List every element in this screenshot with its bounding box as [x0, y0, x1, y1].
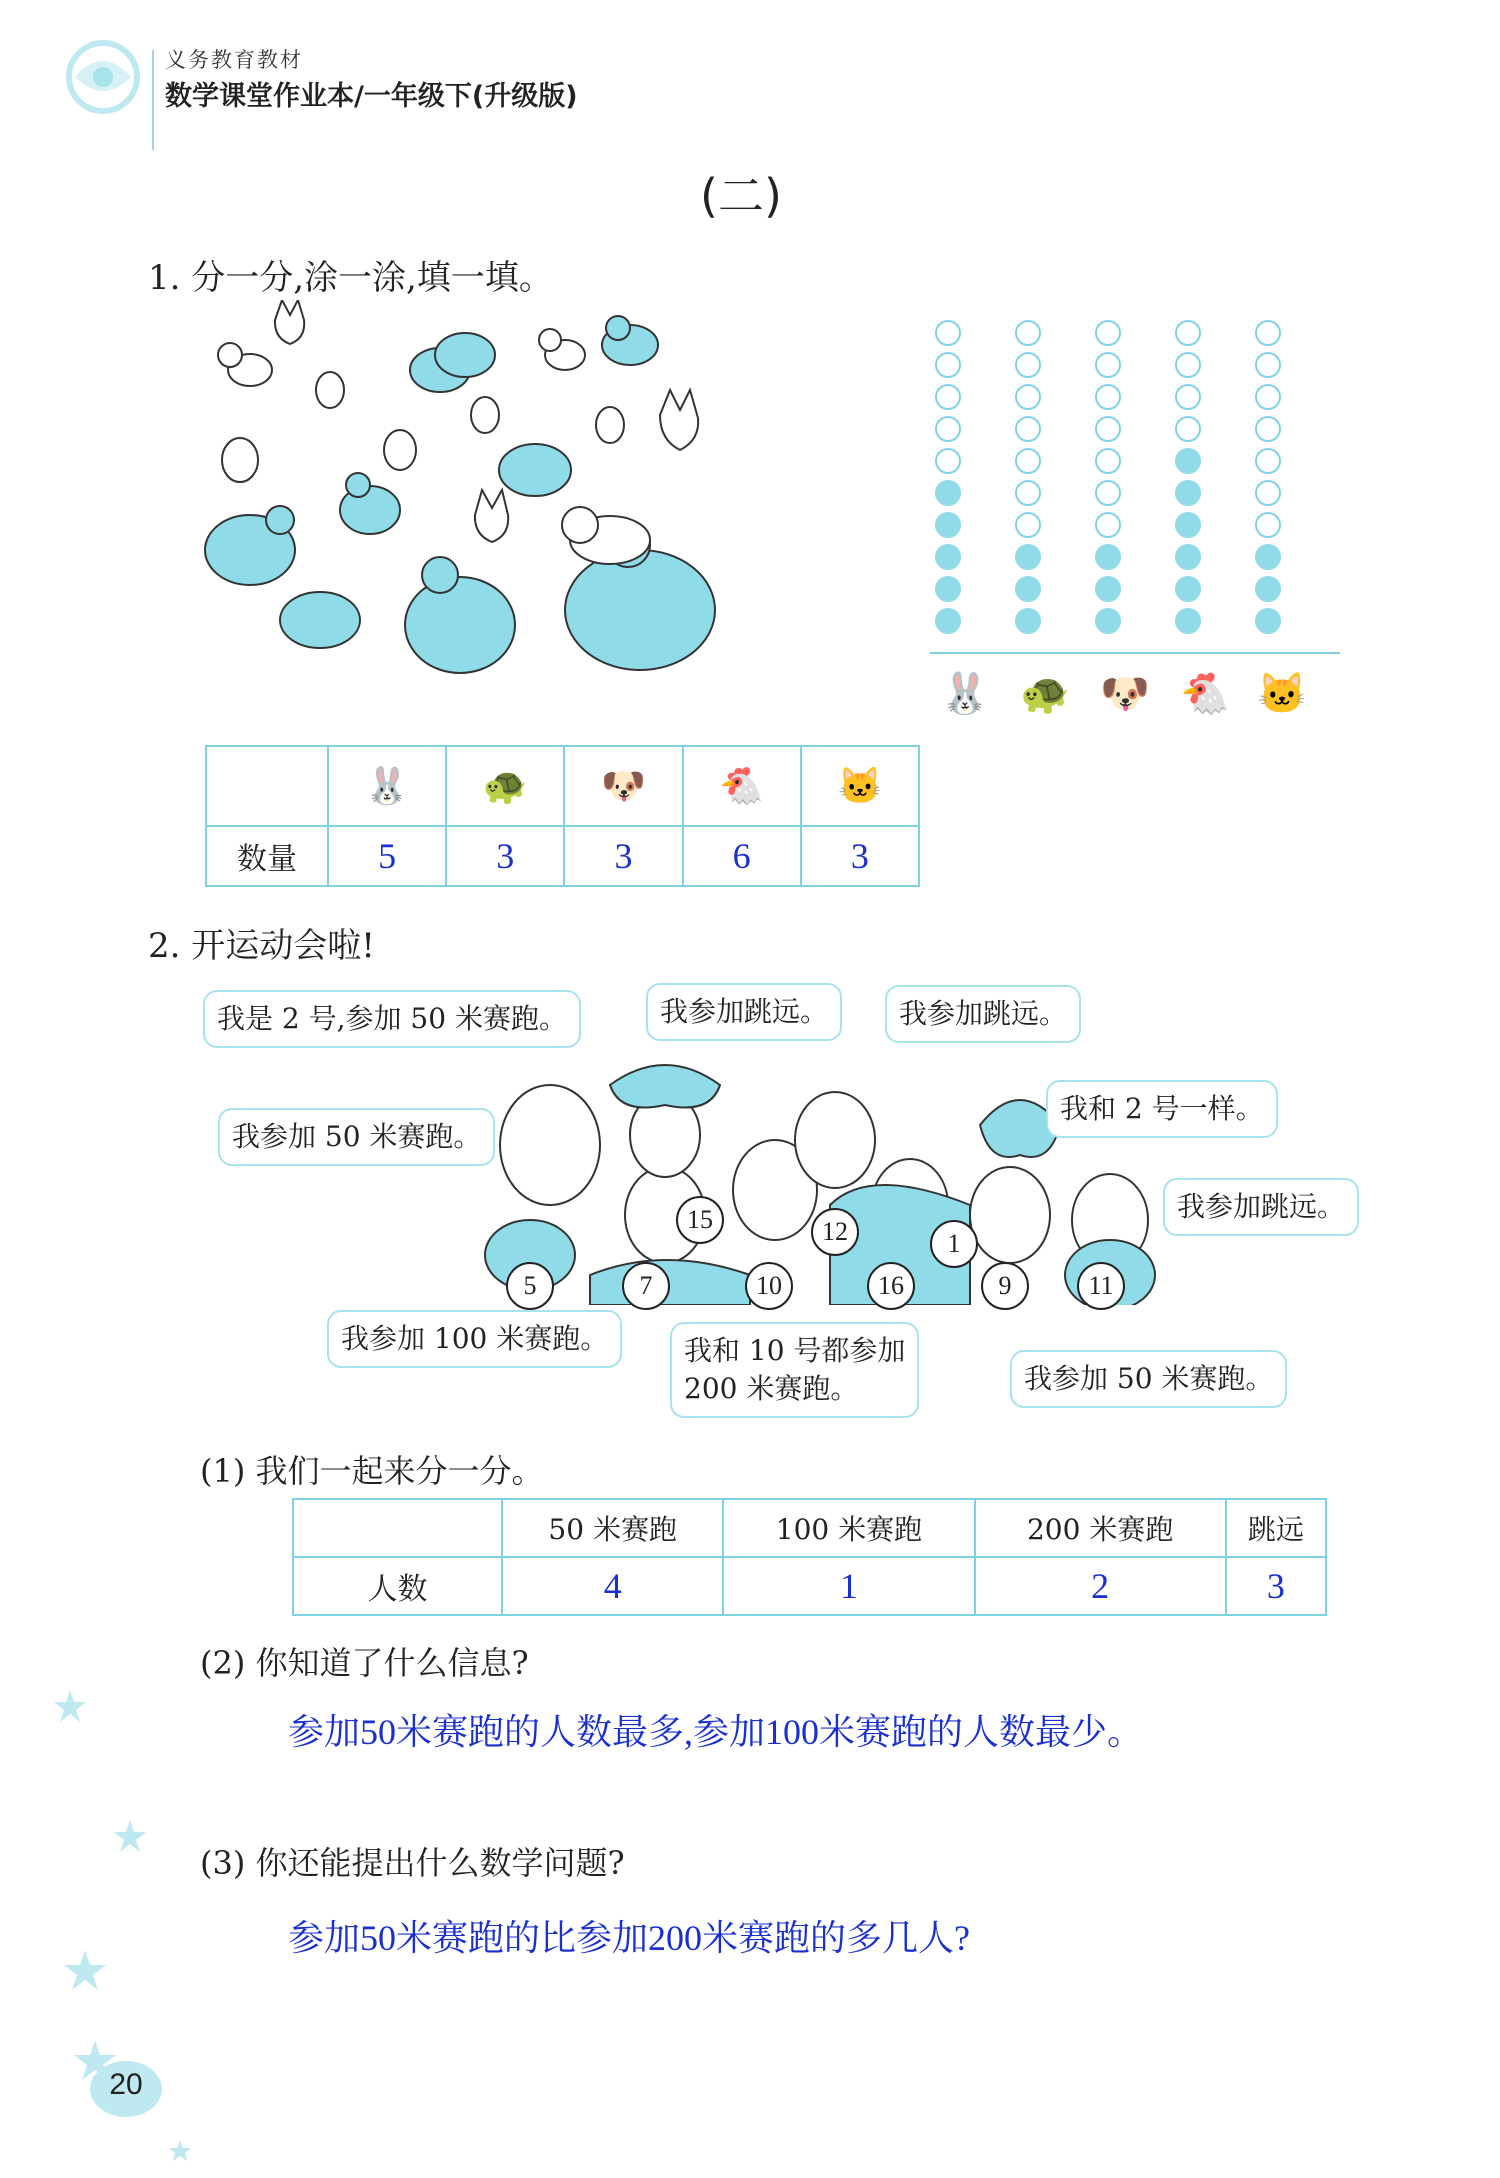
bead-empty — [935, 320, 961, 346]
bead-empty — [935, 416, 961, 442]
bead-empty — [1015, 480, 1041, 506]
bubble-same-as-2: 我和 2 号一样。 — [1046, 1080, 1278, 1138]
header-longjump: 跳远 — [1226, 1499, 1326, 1557]
number-badge: 1 — [930, 1220, 978, 1268]
bubble-longjump-2: 我参加跳远。 — [885, 985, 1081, 1043]
bubble-200m-line1: 我和 10 号都参加 — [684, 1334, 906, 1367]
number-badge: 7 — [622, 1262, 670, 1310]
book-title: 数学课堂作业本/一年级下(升级版) — [165, 81, 578, 112]
bead-empty — [1015, 352, 1041, 378]
q1-prompt: 1. 分一分,涂一涂,填一填。 — [148, 258, 553, 298]
series-title: 义务教育教材 — [165, 48, 303, 72]
bead-filled — [935, 576, 961, 602]
bead-empty — [1255, 384, 1281, 410]
bead-empty — [1095, 448, 1121, 474]
q2-sub3-label: (3) 你还能提出什么数学问题? — [200, 1844, 625, 1882]
bead-empty — [1175, 416, 1201, 442]
bead-empty — [1255, 480, 1281, 506]
count-cat: 3 — [801, 826, 919, 886]
q2-sub2-label: (2) 你知道了什么信息? — [200, 1644, 529, 1682]
animal-count-table — [205, 745, 920, 887]
row-label: 人数 — [293, 1557, 502, 1615]
bead-filled — [1015, 576, 1041, 602]
bead-empty — [1255, 352, 1281, 378]
count-rabbit: 5 — [328, 826, 446, 886]
bead-empty — [1015, 448, 1041, 474]
corner-cell — [293, 1499, 502, 1557]
bead-empty — [1095, 384, 1121, 410]
bead-empty — [1175, 352, 1201, 378]
bead-filled — [1175, 576, 1201, 602]
bead-empty — [1175, 320, 1201, 346]
bead-empty — [1015, 320, 1041, 346]
number-badge: 12 — [811, 1208, 859, 1256]
q2-sub3-answer: 参加50米赛跑的比参加200米赛跑的多几人? — [288, 1918, 970, 1958]
bubble-no2: 我是 2 号,参加 50 米赛跑。 — [203, 990, 581, 1048]
bead-empty — [935, 448, 961, 474]
header-200m: 200 米赛跑 — [975, 1499, 1226, 1557]
bead-filled — [1175, 512, 1201, 538]
bead-filled — [935, 512, 961, 538]
number-badge: 5 — [506, 1262, 554, 1310]
value-200m: 2 — [975, 1557, 1226, 1615]
value-100m: 1 — [723, 1557, 974, 1615]
bead-empty — [1015, 512, 1041, 538]
dog-icon: 🐶 — [564, 746, 682, 826]
bead-empty — [1095, 320, 1121, 346]
bead-filled — [1255, 544, 1281, 570]
count-dog: 3 — [564, 826, 682, 886]
number-badge: 16 — [867, 1262, 915, 1310]
bead-empty — [1095, 352, 1121, 378]
number-badge: 9 — [981, 1262, 1029, 1310]
count-turtle: 3 — [446, 826, 564, 886]
bubble-50m-2: 我参加 50 米赛跑。 — [1010, 1350, 1287, 1408]
bead-baseline — [930, 652, 1340, 654]
count-chicken: 6 — [683, 826, 801, 886]
bubble-50m: 我参加 50 米赛跑。 — [218, 1108, 495, 1166]
bead-empty — [1015, 384, 1041, 410]
page-title: (二) — [700, 169, 782, 223]
bead-empty — [1095, 416, 1121, 442]
animal-scene — [200, 300, 770, 700]
number-badge: 10 — [745, 1262, 793, 1310]
bubble-longjump-3: 我参加跳远。 — [1163, 1178, 1359, 1236]
turtle-icon: 🐢 — [446, 746, 564, 826]
bead-empty — [1175, 384, 1201, 410]
bead-filled — [1095, 576, 1121, 602]
bead-filled — [935, 608, 961, 634]
bead-empty — [1095, 480, 1121, 506]
q2-sub1-label: (1) 我们一起来分一分。 — [200, 1452, 544, 1490]
number-badge: 11 — [1077, 1262, 1125, 1310]
header-divider — [152, 50, 154, 150]
turtle-icon: 🐢 — [1020, 671, 1070, 717]
cat-icon: 🐱 — [1257, 671, 1307, 717]
dog-icon: 🐶 — [1100, 671, 1150, 717]
page-number: 20 — [109, 2068, 143, 2101]
value-longjump: 3 — [1226, 1557, 1326, 1615]
rabbit-icon: 🐰 — [328, 746, 446, 826]
bead-empty — [1015, 416, 1041, 442]
bead-filled — [935, 544, 961, 570]
bead-empty — [1255, 320, 1281, 346]
bead-filled — [935, 480, 961, 506]
bead-filled — [1015, 544, 1041, 570]
sports-count-table — [292, 1498, 1327, 1616]
number-badge: 15 — [676, 1196, 724, 1244]
value-50m: 4 — [502, 1557, 723, 1615]
bead-filled — [1175, 480, 1201, 506]
header-100m: 100 米赛跑 — [723, 1499, 974, 1557]
bead-filled — [1175, 544, 1201, 570]
bead-empty — [1255, 448, 1281, 474]
bead-filled — [1015, 608, 1041, 634]
cat-icon: 🐱 — [801, 746, 919, 826]
bead-filled — [1255, 576, 1281, 602]
q2-prompt: 2. 开运动会啦! — [148, 926, 375, 966]
bubble-200m-line2: 200 米赛跑。 — [684, 1371, 859, 1405]
chicken-icon: 🐔 — [1180, 671, 1230, 717]
bead-empty — [1095, 512, 1121, 538]
bubble-longjump-1: 我参加跳远。 — [646, 983, 842, 1041]
bead-filled — [1255, 608, 1281, 634]
bead-filled — [1095, 608, 1121, 634]
bead-empty — [1255, 512, 1281, 538]
bead-empty — [935, 384, 961, 410]
publisher-logo — [55, 35, 150, 120]
bead-empty — [935, 352, 961, 378]
bubble-200m — [670, 1322, 919, 1418]
q2-sub2-answer: 参加50米赛跑的人数最多,参加100米赛跑的人数最少。 — [288, 1712, 1144, 1752]
bead-filled — [1175, 608, 1201, 634]
rabbit-icon: 🐰 — [940, 671, 990, 717]
bead-chart — [935, 320, 1335, 650]
bead-empty — [1255, 416, 1281, 442]
corner-cell — [206, 746, 328, 826]
bead-labels — [935, 665, 1335, 735]
row-label: 数量 — [206, 826, 328, 886]
header-50m: 50 米赛跑 — [502, 1499, 723, 1557]
bead-filled — [1095, 544, 1121, 570]
chicken-icon: 🐔 — [683, 746, 801, 826]
bead-filled — [1175, 448, 1201, 474]
bubble-100m: 我参加 100 米赛跑。 — [327, 1310, 622, 1368]
